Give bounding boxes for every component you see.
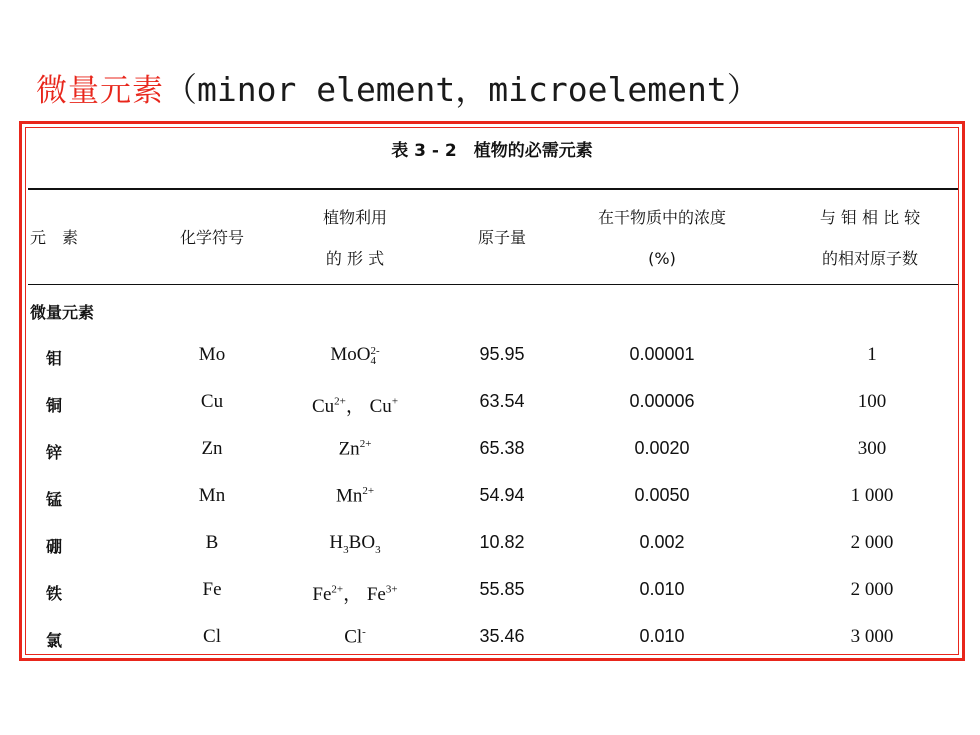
row1-conc: 0.00001 xyxy=(629,344,695,364)
row2-ratio: 100 xyxy=(857,391,887,412)
row7-conc: 0.010 xyxy=(639,626,685,646)
row6-element: 铁 xyxy=(46,584,63,603)
header-conc-line2: (%) xyxy=(648,249,676,268)
header-conc-line1: 在干物质中的浓度 xyxy=(597,208,726,227)
title-highlight: 微量元素 xyxy=(36,73,164,109)
row3-form: $Zn^{2+}$ xyxy=(338,438,372,460)
header-form-line1: 植物利用 xyxy=(322,208,387,227)
row6-conc: 0.010 xyxy=(639,579,685,599)
row7-form: Cl- xyxy=(344,626,366,648)
table-caption: 表 3 - 2 植物的必需元素 xyxy=(391,141,593,161)
header-ratio-line1: 与 钼 相 比 较 xyxy=(819,208,921,227)
row1-mass: 95.95 xyxy=(479,344,525,364)
row7-ratio: 3 000 xyxy=(850,626,894,647)
row6-mass: 55.85 xyxy=(479,579,525,599)
header-top-rule xyxy=(28,188,958,190)
row4-symbol: Mn xyxy=(198,485,226,506)
row5-mass: 10.82 xyxy=(479,532,525,552)
row5-form: $H_3BO_3$ xyxy=(329,532,381,556)
row5-element: 硼 xyxy=(46,537,63,556)
row6-form: $Fe^{2+}$， $Fe^{3+}$ xyxy=(312,583,398,605)
header-form-line2: 的 形 式 xyxy=(325,249,385,268)
header-symbol: 化学符号 xyxy=(179,228,244,247)
row3-mass: 65.38 xyxy=(479,438,525,458)
row4-form: $Mn^{2+}$ xyxy=(335,485,375,507)
row6-symbol: Fe xyxy=(202,579,222,600)
row3-conc: 0.0020 xyxy=(634,438,690,458)
row3-symbol: Zn xyxy=(201,438,223,459)
row3-ratio: 300 xyxy=(857,438,887,459)
row2-form: $Cu^{2+}$， Cu+ xyxy=(311,395,399,417)
row1-element: 钼 xyxy=(46,349,63,368)
row1-ratio: 1 xyxy=(867,344,877,365)
row1-symbol: Mo xyxy=(198,344,226,365)
row2-symbol: Cu xyxy=(200,391,224,412)
table-frame xyxy=(19,121,965,661)
header-ratio-line2: 的相对原子数 xyxy=(821,249,918,268)
row3-element: 锌 xyxy=(46,443,63,462)
row2-element: 铜 xyxy=(46,396,63,415)
row4-ratio: 1 000 xyxy=(850,485,894,506)
row5-symbol: B xyxy=(205,532,219,553)
title-english: （minor element，microelement） xyxy=(164,70,760,109)
header-atomic-mass: 原子量 xyxy=(477,228,526,247)
row2-conc: 0.00006 xyxy=(629,391,695,411)
row5-conc: 0.002 xyxy=(639,532,685,552)
slide-title xyxy=(36,64,760,111)
row5-ratio: 2 000 xyxy=(850,532,894,553)
header-bottom-rule xyxy=(28,284,958,285)
row7-mass: 35.46 xyxy=(479,626,525,646)
row6-ratio: 2 000 xyxy=(850,579,894,600)
row4-mass: 54.94 xyxy=(479,485,525,505)
header-element: 元 素 xyxy=(30,228,79,247)
row4-conc: 0.0050 xyxy=(634,485,690,505)
row2-mass: 63.54 xyxy=(479,391,525,411)
section-label: 微量元素 xyxy=(30,303,95,322)
row7-element: 氯 xyxy=(46,631,63,650)
row4-element: 锰 xyxy=(46,490,63,509)
row7-symbol: Cl xyxy=(203,626,221,647)
row1-form: MoO 2- 4 xyxy=(330,344,380,367)
